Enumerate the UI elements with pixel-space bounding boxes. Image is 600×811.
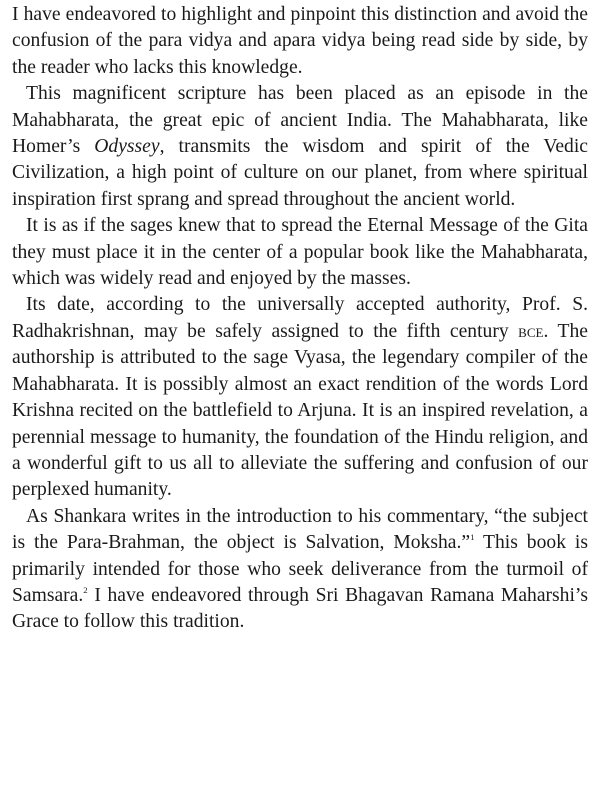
paragraph-1-text: I have endeavored to highlight and pinpoint this distinction and avoid the confusion of the para vidya and apara vidya being read side by side, by the reader who lacks this knowledge. (12, 4, 588, 78)
paragraph-2-text-end: , transmits the wisdom and spirit of the Vedic Civilization, a high point of culture on our planet, from where spiritual inspiration first sprang and spread throughout the ancient world. (12, 136, 588, 210)
paragraph-4-text-end: . The authorship is attributed to the sage Vyasa, the legendary compiler of the Mahabharata. It is possibly almost an exact rendition of the words Lord Krishna recited on the battlefield to Arjuna. It is an inspired revelation, a perennial message to humanity, the foundation of the Hindu religion, and a wonderful gift to us all to alleviate the suffering and confusion of our perplexed humanity. (12, 320, 588, 501)
paragraph-4-text-start: Its date, according to the universally accepted authority, Prof. S. Radhakrishnan, may be safely assigned to the fifth century (12, 294, 588, 342)
paragraph-3 (12, 213, 588, 292)
paragraph-5 (12, 504, 588, 636)
paragraph-4 (12, 292, 588, 503)
era-abbreviation: bce (518, 320, 544, 342)
paragraph-5-text-part1: As Shankara writes in the introduction to his commentary, “the subject is the Para-Brahman, the object is Salvation, Moksha.” (12, 505, 588, 554)
paragraph-2-text-start: This magnificent scripture has been placed as an episode in the Mahabharata, the great epic of ancient India. The Mahabharata, like Homer’s (12, 83, 588, 158)
paragraph-5-text-part2: This book is primarily intended for those who seek deliverance from the turmoil of Samsara. (12, 532, 588, 606)
paragraph-3-text: It is as if the sages knew that to spread the Eternal Message of the Gita they must place it in the center of a popular book like the Mahabharata, which was widely read and enjoyed by the masses. (12, 215, 588, 290)
odyssey-title: Odyssey (94, 136, 160, 158)
book-page (12, 0, 588, 636)
footnote-marker-2: 2 (83, 585, 88, 595)
paragraph-2 (12, 81, 588, 213)
footnote-marker-1: 1 (470, 532, 475, 543)
paragraph-1 (12, 2, 588, 81)
paragraph-5-text-part3: I have endeavored through Sri Bhagavan Ramana Maharshi’s Grace to follow this tradition. (12, 584, 588, 633)
